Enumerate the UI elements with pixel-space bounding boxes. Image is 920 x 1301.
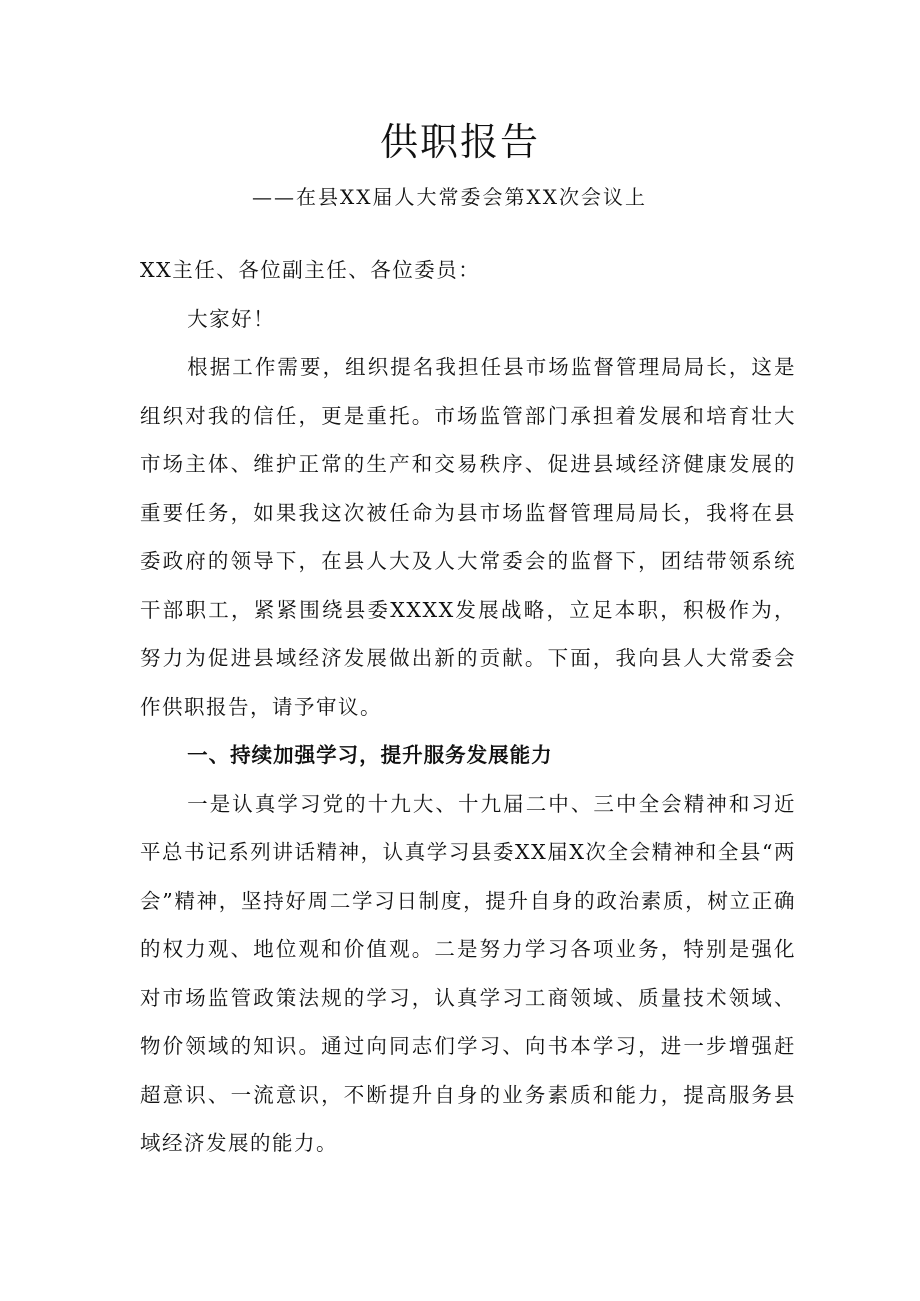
greeting: 大家好！ [187,306,276,331]
salutation: XX主任、各位副主任、各位委员： [140,258,481,282]
paragraph-opening: 根据工作需要，组织提名我担任县市场监督管理局局长，这是组织对我的信任，更是重托。市场监管部门承担着发展和培育壮大市场主体、维护正常的生产和交易秩序、促进县域经济健康发展的重要任务，如果我这次被任命为县市场监督管理局局长，我将在县委政府的领导下，在县人大及人大常委会的监督下，团结带领系统干部职工，紧紧围绕县委XXXX发展战略，立足本职，积极作为，努力为促进县域经济发展做出新的贡献。下面，我向县人大常委会作供职报告，请予审议。 [140,355,796,719]
document-subtitle: ——在县XX届人大常委会第XX次会议上 [252,185,647,209]
section-heading-1: 一、持续加强学习，提升服务发展能力 [187,743,553,767]
document-title: 供职报告 [379,120,540,164]
document-body [140,246,796,1168]
paragraph-section-1: 一是认真学习党的十九大、十九届二中、三中全会精神和习近平总书记系列讲话精神，认真学习县委XX届X次全会精神和全县“两会”精神，坚持好周二学习日制度，提升自身的政治素质，树立正确的权力观、地位观和价值观。二是努力学习各项业务，特别是强化对市场监管政策法规的学习，认真学习工商领域、质量技术领域、物价领域的知识。通过向同志们学习、向书本学习，进一步增强赶超意识、一流意识，不断提升自身的业务素质和能力，提高服务县域经济发展的能力。 [140,791,796,1155]
